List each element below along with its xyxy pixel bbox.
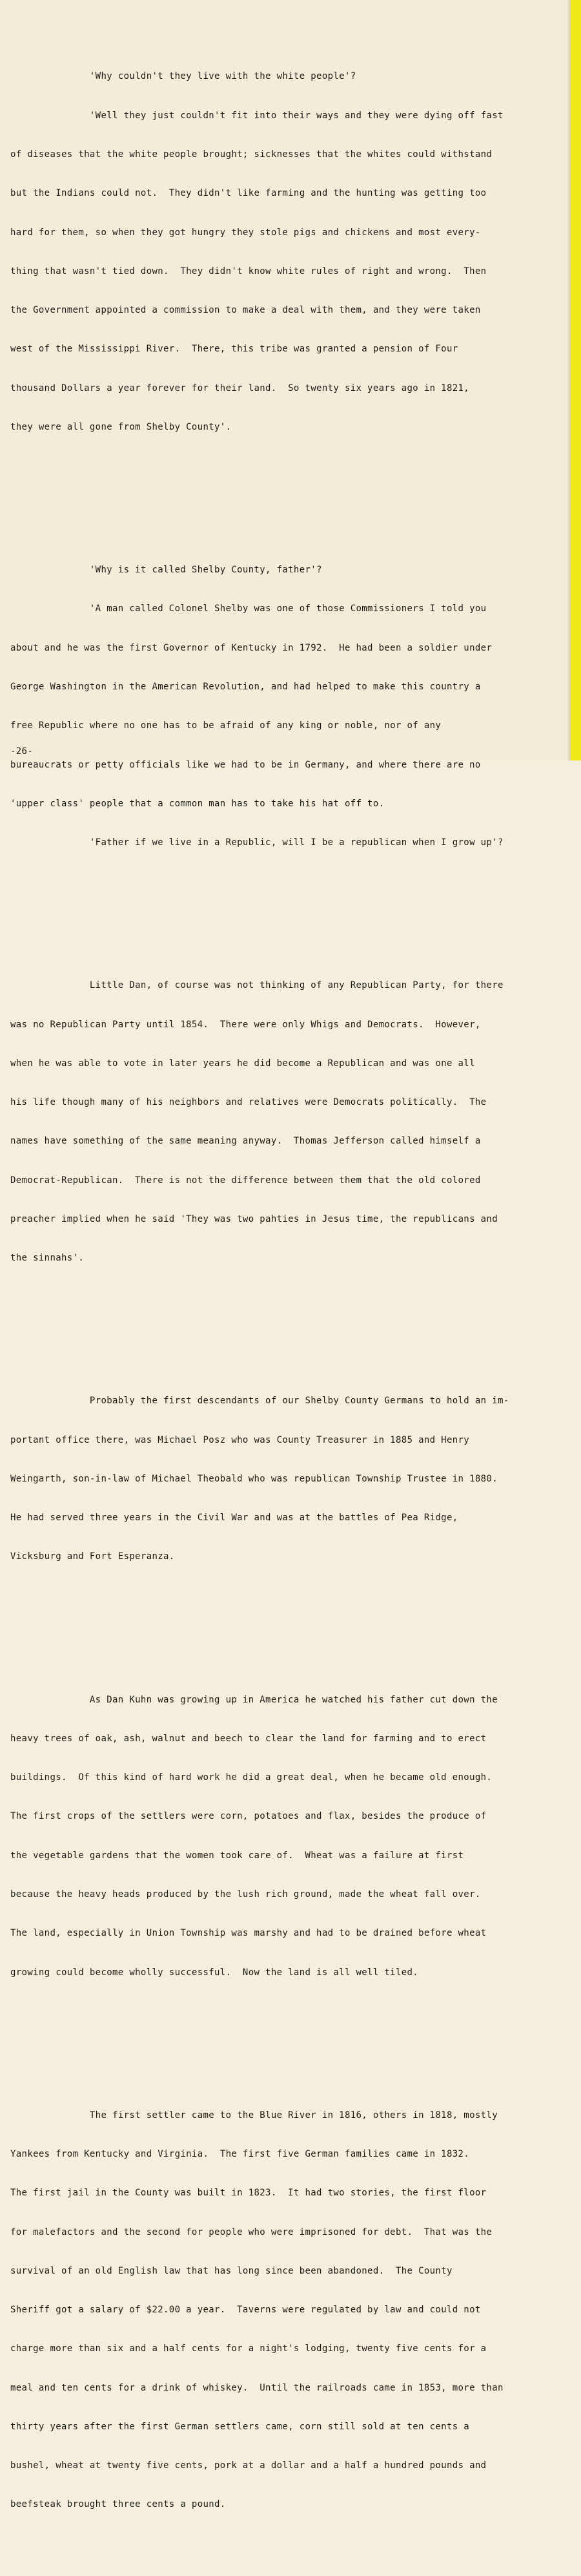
text-line: The land, especially in Union Township was marshy and had to be drained before wheat <box>10 1928 487 1939</box>
text-line: was no Republican Party until 1854. There were only Whigs and Democrats. However, <box>10 1019 481 1030</box>
text-line: thing that wasn't tied down. They didn't know white rules of right and wrong. Then <box>10 266 487 277</box>
text-line: survival of an old English law that has long since been abandoned. The County <box>10 2265 453 2276</box>
text-line: of diseases that the white people brought; sicknesses that the whites could withstand <box>10 149 493 160</box>
text-line: because the heavy heads produced by the lush rich ground, made the wheat fall over. <box>10 1889 481 1900</box>
text-line: for malefactors and the second for people who were imprisoned for debt. That was the <box>10 2226 493 2237</box>
text-line: the vegetable gardens that the women took care of. Wheat was a failure at first <box>10 1850 464 1861</box>
text-line: thirty years after the first German settlers came, corn still sold at ten cents a <box>10 2421 470 2432</box>
text-line: names have something of the same meaning anyway. Thomas Jefferson called himself a <box>10 1136 481 1147</box>
text-line: 'Why couldn't they live with the white people'? <box>10 71 356 82</box>
text-line: Little Dan, of course was not thinking of any Republican Party, for there <box>10 980 504 991</box>
paragraph-3 <box>10 953 569 1290</box>
text-line: 'Why is it called Shelby County, father'? <box>10 565 322 576</box>
text-line: heavy trees of oak, ash, walnut and beech to clear the land for farming and to erect <box>10 1733 487 1744</box>
paragraph-6 <box>10 2082 569 2537</box>
text-line: Probably the first descendants of our Shelby County Germans to hold an im- <box>10 1396 509 1407</box>
text-line: charge more than six and a half cents for a night's lodging, twenty five cents for a <box>10 2343 487 2354</box>
paragraph-4 <box>10 1368 569 1589</box>
text-line: Sheriff got a salary of $22.00 a year. Taverns were regulated by law and could not <box>10 2305 481 2316</box>
text-line: 'upper class' people that a common man has to take his hat off to. <box>10 798 385 809</box>
text-line: when he was able to vote in later years he did become a Republican and was one all <box>10 1058 475 1069</box>
text-line: hard for them, so when they got hungry they stole pigs and chickens and most every- <box>10 227 481 238</box>
text-line: The first settler came to the Blue River in 1816, others in 1818, mostly <box>10 2110 498 2120</box>
paragraph-gap <box>10 1615 569 1628</box>
paragraph-gap <box>10 2031 569 2044</box>
text-line: the Government appointed a commission to make a deal with them, and they were taken <box>10 305 481 316</box>
text-line: Yankees from Kentucky and Virginia. The first five German families came in 1832. <box>10 2148 470 2159</box>
text-line: 'Father if we live in a Republic, will I be a republican when I grow up'? <box>10 837 504 848</box>
text-line: 'Well they just couldn't fit into their ways and they were dying off fast <box>10 110 504 121</box>
paragraph-gap <box>10 485 569 498</box>
text-line: his life though many of his neighbors and relatives were Democrats politically. The <box>10 1097 487 1108</box>
text-line: Weingarth, son-in-law of Michael Theobald who was republican Township Trustee in 1880. <box>10 1473 498 1484</box>
text-line: bureaucrats or petty officials like we had to be in Germany, and where there are no <box>10 759 481 770</box>
text-line: but the Indians could not. They didn't like farming and the hunting was getting too <box>10 188 487 199</box>
paragraph-1 <box>10 44 569 459</box>
text-line: Democrat-Republican. There is not the difference between them that the old colored <box>10 1175 481 1186</box>
page-number: -26- <box>10 746 34 757</box>
text-line: west of the Mississippi River. There, this tribe was granted a pension of Four <box>10 344 458 355</box>
text-line: growing could become wholly successful. Now the land is all well tiled. <box>10 1967 419 1978</box>
paragraph-2 <box>10 538 569 875</box>
text-line: 'A man called Colonel Shelby was one of those Commissioners I told you <box>10 603 487 614</box>
text-line: George Washington in the American Revolution, and had helped to make this country a <box>10 681 481 692</box>
text-line: bushel, wheat at twenty five cents, pork at a dollar and a half a hundred pounds and <box>10 2460 487 2471</box>
text-line: about and he was the first Governor of Kentucky in 1792. He had been a soldier under <box>10 642 493 653</box>
text-line: The first jail in the County was built in 1823. It had two stories, the first floor <box>10 2188 487 2199</box>
text-line: He had served three years in the Civil War and was at the battles of Pea Ridge, <box>10 1513 458 1524</box>
text-line: free Republic where no one has to be afraid of any king or noble, nor of any <box>10 720 442 731</box>
text-line: As Dan Kuhn was growing up in America he watched his father cut down the <box>10 1694 498 1705</box>
paragraph-gap <box>10 1317 569 1330</box>
text-line: they were all gone from Shelby County'. <box>10 422 232 432</box>
yellow-edge-strip <box>571 0 581 760</box>
paragraph-5 <box>10 1667 569 2004</box>
text-line: the sinnahs'. <box>10 1253 85 1264</box>
text-line: The first crops of the settlers were corn, potatoes and flax, besides the produce of <box>10 1811 487 1822</box>
text-line: buildings. Of this kind of hard work he did a great deal, when he became old enough. <box>10 1772 493 1783</box>
text-line: portant office there, was Michael Posz who was County Treasurer in 1885 and Henry <box>10 1434 470 1445</box>
text-line: beefsteak brought three cents a pound. <box>10 2499 226 2510</box>
paragraph-gap <box>10 901 569 914</box>
text-line: meal and ten cents for a drink of whiskey. Until the railroads came in 1853, more than <box>10 2382 504 2393</box>
text-line: thousand Dollars a year forever for their land. So twenty six years ago in 1821, <box>10 382 470 393</box>
body-text <box>10 5 569 2576</box>
text-line: Vicksburg and Fort Esperanza. <box>10 1551 175 1562</box>
text-line: preacher implied when he said 'They was two pahties in Jesus time, the republicans and <box>10 1213 498 1224</box>
